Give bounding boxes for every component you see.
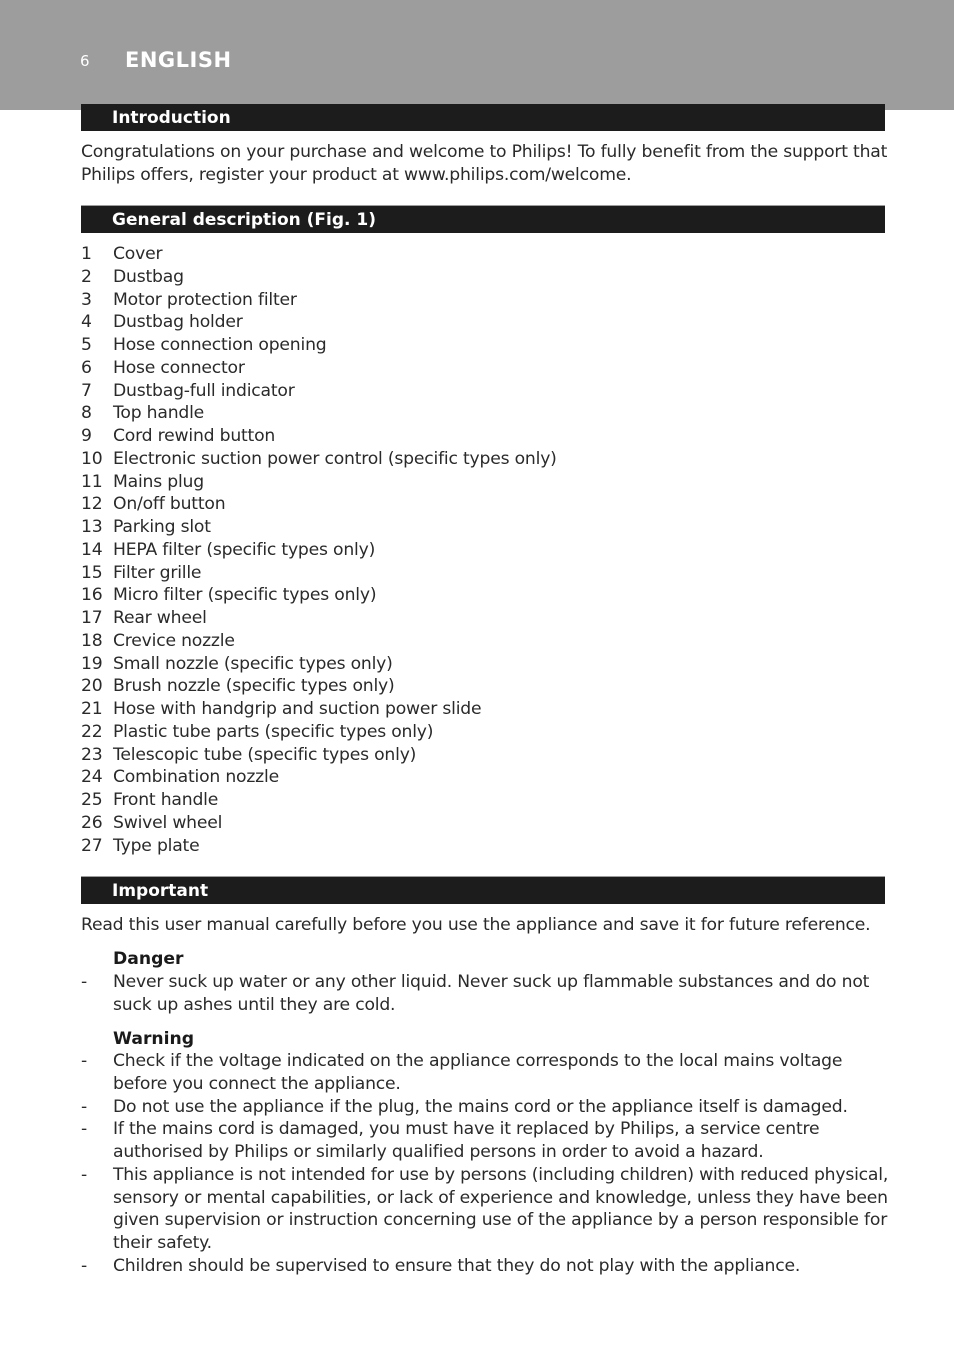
- list-item: [81, 766, 887, 789]
- introduction-line: Congratulations on your purchase and welcome to Philips! To fully benefit from the support that: [81, 142, 888, 162]
- item-number: 8: [81, 403, 92, 424]
- item-label: Cover: [113, 244, 163, 264]
- item-label: Hose with handgrip and suction power slide: [113, 699, 482, 719]
- section-title: General description (Fig. 1): [112, 210, 376, 230]
- item-number: 26: [81, 812, 103, 833]
- item-label: Hose connector: [113, 357, 245, 378]
- item-label: Crevice nozzle: [113, 630, 235, 651]
- danger-list: [81, 971, 887, 1017]
- item-label: Dustbag-full indicator: [113, 380, 295, 401]
- item-label: Electronic suction power control (specific types only): [113, 448, 557, 469]
- item-number: 22: [81, 721, 103, 742]
- parts-list: [81, 243, 887, 857]
- bullet-text: Never suck up water or any other liquid. Never suck up flammable substances and do not suck up ashes until they are cold.: [113, 972, 870, 1015]
- list-item: [81, 243, 887, 266]
- section-title: Important: [112, 881, 209, 901]
- item-number: 9: [81, 426, 92, 446]
- item-number: 13: [81, 517, 103, 537]
- bullet-dash: -: [81, 1255, 88, 1276]
- danger-heading: Danger: [113, 949, 184, 969]
- warning-list: [81, 1050, 887, 1278]
- list-item: [81, 721, 887, 744]
- item-number: 25: [81, 790, 103, 810]
- list-item: [81, 266, 887, 289]
- item-label: Motor protection filter: [113, 289, 297, 310]
- section-bar-general-description: [81, 205, 885, 233]
- introduction-text: [81, 141, 887, 186]
- list-item: [81, 607, 887, 630]
- item-number: 18: [81, 630, 103, 651]
- item-number: 27: [81, 835, 103, 856]
- section-bar-important: [81, 876, 885, 904]
- bullet-dash: -: [81, 1119, 88, 1140]
- bullet-dash: -: [81, 972, 88, 992]
- list-item: [81, 311, 887, 334]
- item-label: Combination nozzle: [113, 767, 279, 788]
- list-item: [81, 835, 887, 858]
- bullet-item: [81, 1096, 887, 1119]
- item-number: 11: [81, 471, 103, 492]
- item-number: 2: [81, 266, 92, 287]
- item-number: 12: [81, 494, 103, 515]
- bullet-text: Check if the voltage indicated on the appliance corresponds to the local mains voltage before you connect the appliance.: [113, 1051, 843, 1094]
- item-number: 1: [81, 244, 92, 264]
- list-item: [81, 471, 887, 494]
- item-label: Small nozzle (specific types only): [113, 653, 393, 674]
- item-number: 17: [81, 608, 103, 628]
- item-label: Top handle: [113, 403, 205, 424]
- bullet-text: Children should be supervised to ensure that they do not play with the appliance.: [113, 1255, 801, 1276]
- section-bar-introduction: [81, 103, 885, 131]
- list-item: [81, 493, 887, 516]
- item-label: On/off button: [113, 494, 226, 515]
- list-item: [81, 425, 887, 448]
- list-item: [81, 357, 887, 380]
- bullet-dash: -: [81, 1096, 88, 1117]
- bullet-item: [81, 971, 887, 1017]
- item-number: 14: [81, 539, 103, 560]
- item-number: 15: [81, 562, 103, 583]
- warning-heading: Warning: [113, 1029, 195, 1049]
- list-item: [81, 744, 887, 767]
- list-item: [81, 448, 887, 471]
- list-item: [81, 289, 887, 312]
- language-heading: ENGLISH: [125, 48, 232, 72]
- list-item: [81, 653, 887, 676]
- list-item: [81, 812, 887, 835]
- list-item: [81, 380, 887, 403]
- list-item: [81, 584, 887, 607]
- important-intro: Read this user manual carefully before you use the appliance and save it for future reference.: [81, 915, 871, 935]
- item-label: Swivel wheel: [113, 812, 223, 833]
- bullet-item: [81, 1118, 887, 1164]
- introduction-line: Philips offers, register your product at www.philips.com/welcome.: [81, 164, 632, 185]
- list-item: [81, 334, 887, 357]
- item-label: Plastic tube parts (specific types only): [113, 721, 434, 742]
- page-number: 6: [80, 52, 90, 70]
- item-label: Dustbag holder: [113, 312, 243, 333]
- list-item: [81, 698, 887, 721]
- list-item: [81, 675, 887, 698]
- item-label: HEPA filter (specific types only): [113, 539, 376, 560]
- list-item: [81, 789, 887, 812]
- item-number: 6: [81, 357, 92, 378]
- item-number: 16: [81, 585, 103, 606]
- item-number: 3: [81, 289, 92, 310]
- item-label: Type plate: [113, 835, 200, 856]
- list-item: [81, 402, 887, 425]
- bullet-item: [81, 1050, 887, 1096]
- bullet-dash: -: [81, 1051, 88, 1071]
- list-item: [81, 539, 887, 562]
- item-number: 7: [81, 380, 92, 401]
- item-number: 23: [81, 744, 103, 765]
- item-number: 24: [81, 767, 103, 788]
- item-label: Rear wheel: [113, 608, 207, 628]
- item-number: 21: [81, 699, 103, 719]
- item-label: Mains plug: [113, 471, 204, 492]
- item-label: Telescopic tube (specific types only): [113, 744, 417, 765]
- item-number: 4: [81, 312, 92, 333]
- list-item: [81, 562, 887, 585]
- item-label: Brush nozzle (specific types only): [113, 676, 395, 697]
- item-label: Filter grille: [113, 562, 202, 583]
- list-item: [81, 630, 887, 653]
- bullet-text: Do not use the appliance if the plug, the mains cord or the appliance itself is damaged.: [113, 1096, 848, 1117]
- section-title: Introduction: [112, 108, 231, 128]
- item-label: Front handle: [113, 790, 219, 810]
- bullet-item: [81, 1164, 887, 1255]
- item-number: 19: [81, 653, 103, 674]
- bullet-item: [81, 1255, 887, 1278]
- bullet-dash: -: [81, 1164, 88, 1185]
- header-band: [0, 0, 954, 110]
- item-label: Hose connection opening: [113, 335, 327, 355]
- item-number: 5: [81, 335, 92, 355]
- item-label: Parking slot: [113, 517, 211, 537]
- item-label: Cord rewind button: [113, 426, 276, 446]
- item-number: 20: [81, 676, 103, 697]
- bullet-text: If the mains cord is damaged, you must have it replaced by Philips, a service centre authorised by Philips or similarly qualified persons in order to avoid a hazard.: [113, 1119, 820, 1162]
- item-number: 10: [81, 448, 103, 469]
- item-label: Micro filter (specific types only): [113, 585, 377, 606]
- bullet-text: This appliance is not intended for use by persons (including children) with reduced physical, sensory or mental capabilities, or lack of experience and knowledge, unless they have been given supervision or instruction concerning use of the appliance by a person responsible for their safety.: [113, 1164, 889, 1253]
- list-item: [81, 516, 887, 539]
- item-label: Dustbag: [113, 266, 184, 287]
